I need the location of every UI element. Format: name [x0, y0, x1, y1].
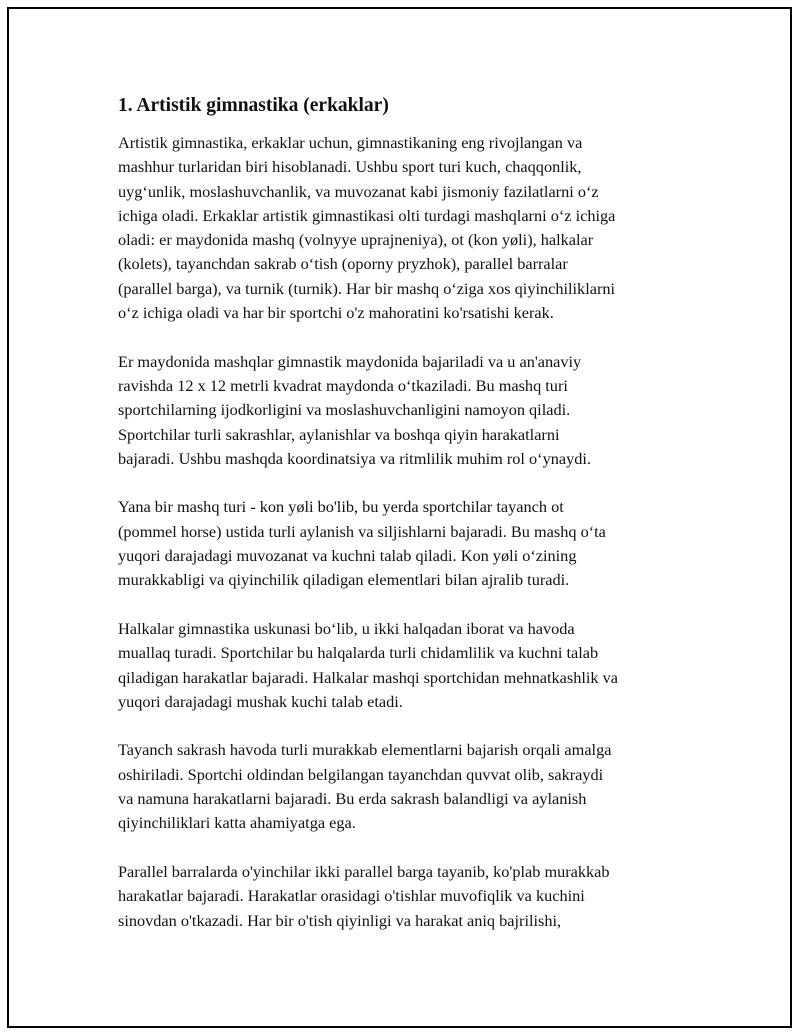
- text-line: muallaq turadi. Sportchilar bu halqalarda turli chidamlilik va kuchni talab: [118, 643, 599, 663]
- text-line: qiladigan harakatlar bajaradi. Halkalar mashqi sportchidan mehnatkashlik va: [118, 667, 619, 687]
- text-line: (kolets), tayanchdan sakrab o‘tish (oporny pryzhok), parallel barralar: [118, 254, 568, 274]
- text-line: Parallel barralarda o'yinchilar ikki parallel barga tayanib, ko'plab murakkab: [118, 861, 610, 881]
- paragraph-floor-exercise: [118, 350, 693, 471]
- text-line: ravishda 12 x 12 metrli kvadrat maydonda o‘tkaziladi. Bu mashq turi: [118, 375, 568, 395]
- section-title: 1. Artistik gimnastika (erkaklar): [118, 95, 389, 116]
- paragraph-pommel-horse: [118, 495, 693, 592]
- text-line: o‘z ichiga oladi va har bir sportchi o'z mahoratini ko'rsatishi kerak.: [118, 303, 554, 323]
- text-line: (pommel horse) ustida turli aylanish va siljishlarni bajaradi. Bu mashq o‘ta: [118, 521, 606, 541]
- text-line: yuqori darajadagi mushak kuchi talab etadi.: [118, 691, 403, 711]
- text-line: harakatlar bajaradi. Harakatlar orasidagi o'tishlar muvofiqlik va kuchini: [118, 886, 585, 906]
- text-line: oshiriladi. Sportchi oldindan belgilangan tayanchdan quvvat olib, sakraydi: [118, 764, 604, 784]
- paragraph-parallel-bars: [118, 860, 693, 933]
- text-line: Halkalar gimnastika uskunasi bo‘lib, u ikki halqadan iborat va havoda: [118, 618, 575, 638]
- text-line: qiyinchiliklari katta ahamiyatga ega.: [118, 813, 356, 833]
- paragraph-intro: [118, 131, 693, 325]
- text-line: va namuna harakatlarni bajaradi. Bu erda sakrash balandligi va aylanish: [118, 789, 587, 809]
- text-line: uyg‘unlik, moslashuvchanlik, va muvozanat kabi jismoniy fazilatlarni o‘z: [118, 181, 599, 201]
- text-line: sportchilarning ijodkorligini va moslashuvchanligini namoyon qiladi.: [118, 400, 571, 420]
- text-line: Er maydonida mashqlar gimnastik maydonida bajariladi va u an'anaviy: [118, 351, 582, 371]
- text-line: bajaradi. Ushbu mashqda koordinatsiya va ritmlilik muhim rol o‘ynaydi.: [118, 448, 591, 468]
- text-line: sinovdan o'tkazadi. Har bir o'tish qiyinligi va harakat aniq bajrilishi,: [118, 910, 562, 930]
- paragraph-vault: [118, 738, 693, 835]
- text-line: Tayanch sakrash havoda turli murakkab elementlarni bajarish orqali amalga: [118, 740, 612, 760]
- text-line: Sportchilar turli sakrashlar, aylanishlar va boshqa qiyin harakatlarni: [118, 424, 560, 444]
- text-line: murakkabligi va qiyinchilik qiladigan elementlari bilan ajralib turadi.: [118, 570, 570, 590]
- text-line: mashhur turlaridan biri hisoblanadi. Ushbu sport turi kuch, chaqqonlik,: [118, 157, 582, 177]
- text-line: yuqori darajadagi muvozanat va kuchni talab qiladi. Kon yøli o‘zining: [118, 546, 577, 566]
- text-line: Artistik gimnastika, erkaklar uchun, gimnastikaning eng rivojlangan va: [118, 133, 583, 152]
- document-body: [118, 94, 693, 957]
- text-line: (parallel barga), va turnik (turnik). Har bir mashq o‘ziga xos qiyinchiliklarni: [118, 278, 616, 298]
- text-line: oladi: er maydonida mashq (volnyye uprajneniya), ot (kon yøli), halkalar: [118, 230, 594, 250]
- text-line: Yana bir mashq turi - kon yøli bo'lib, bu yerda sportchilar tayanch ot: [118, 497, 564, 517]
- text-line: ichiga oladi. Erkaklar artistik gimnastikasi olti turdagi mashqlarni o‘z ichiga: [118, 205, 616, 225]
- paragraph-rings: [118, 617, 693, 714]
